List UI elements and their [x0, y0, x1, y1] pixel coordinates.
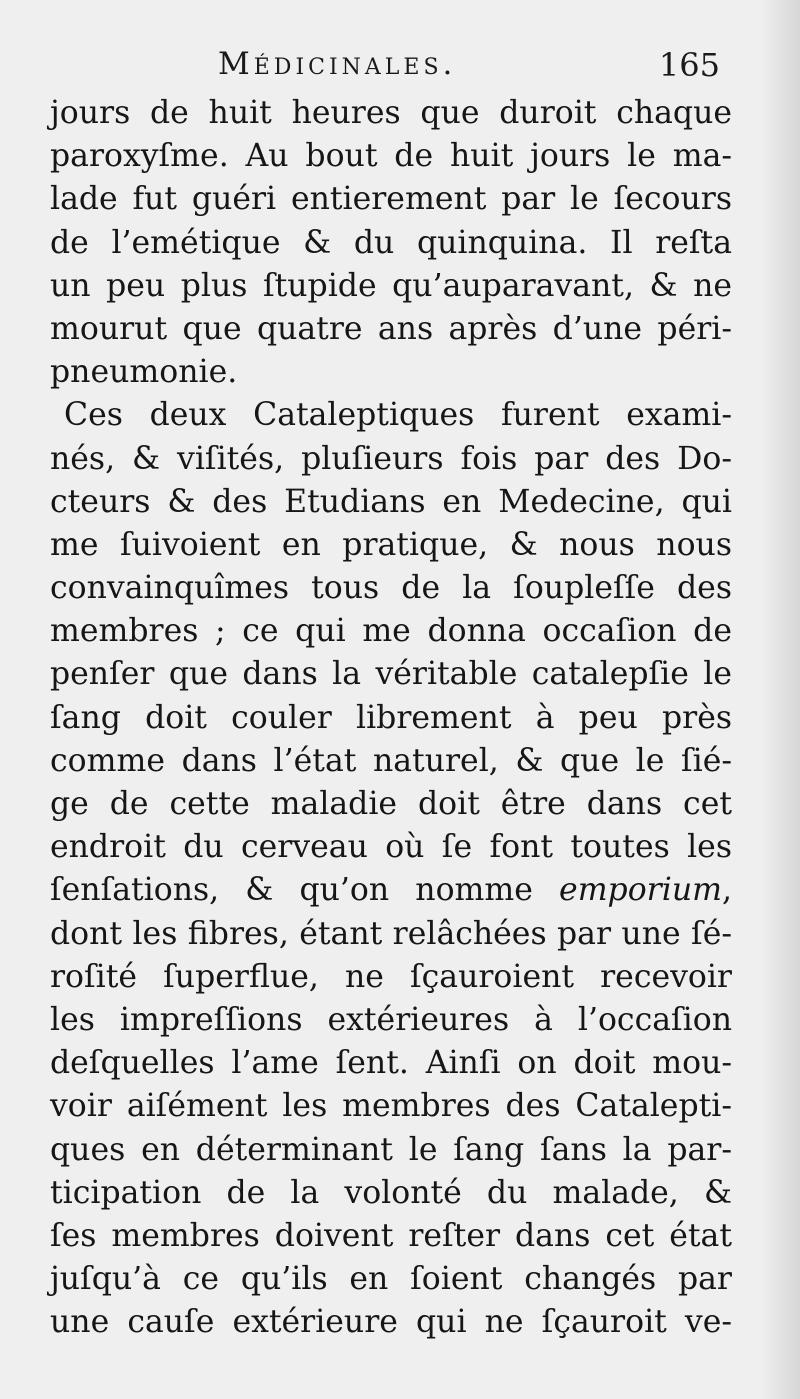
text-line: ſang doit couler librement à peu près: [50, 699, 732, 736]
text-line: Ces deux Cataleptiques furent exami-: [64, 397, 732, 434]
text-line: pneumonie.: [50, 354, 238, 391]
italic-term: emporium: [559, 872, 722, 909]
page-gutter-shadow: [760, 0, 800, 1399]
text-line: [50, 869, 732, 912]
text-line: juſqu’à ce qu’ils en ſoient changés par: [50, 1261, 732, 1298]
text-line: mourut que quatre ans après d’une péri-: [50, 310, 732, 347]
page-header: [48, 46, 720, 90]
text-line: de l’emétique & du quinquina. Il reſta: [50, 224, 732, 261]
text-line: une cauſe extérieure qui ne ſçauroit ve-: [50, 1304, 732, 1341]
page-number: 165: [658, 46, 720, 84]
text-line: ques en déterminant le ſang ſans la par-: [50, 1131, 732, 1168]
text-line: ge de cette maladie doit être dans cet: [50, 786, 732, 822]
text-line: comme dans l’état naturel, & que le ſié-: [50, 742, 732, 779]
text-line: un peu plus ſtupide qu’auparavant, & ne: [50, 267, 732, 304]
text-line: cteurs & des Etudians en Medecine, qui: [50, 483, 732, 520]
text-line: ticipation de la volonté du malade, &: [50, 1174, 732, 1211]
text-line: penſer que dans la véritable catalepſie le: [50, 656, 732, 693]
text-line: roſité ſuperflue, ne ſçauroient recevoir: [50, 958, 732, 995]
text-line: nés, & viſités, pluſieurs fois par des Do-: [50, 440, 732, 477]
text-line: lade fut guéri entierement par le ſecours: [50, 181, 732, 218]
text-segment: ſenſations, & qu’on nomme: [50, 872, 533, 909]
text-line: voir aiſément les membres des Catalepti-: [50, 1088, 732, 1125]
text-line: endroit du cerveau où ſe font toutes les: [50, 829, 732, 866]
text-line: ſes membres doivent reſter dans cet état: [50, 1217, 732, 1254]
text-line: me ſuivoient en pratique, & nous nous: [50, 526, 732, 563]
text-line: paroxyſme. Au bout de huit jours le ma-: [50, 138, 732, 175]
text-line: les impreſſions extérieures à l’occaſion: [50, 1001, 732, 1038]
text-line: dont les fibres, étant relâchées par une ſé-: [50, 915, 732, 952]
text-line: convainquîmes tous de la ſoupleſſe des: [50, 570, 732, 607]
text-segment: ,: [721, 872, 732, 909]
text-line: membres ; ce qui me donna occaſion de: [50, 613, 732, 650]
running-head: Médicinales.: [218, 46, 457, 82]
body-text: [50, 92, 732, 1344]
text-line: deſquelles l’ame ſent. Ainſi on doit mou-: [50, 1045, 732, 1082]
text-line: jours de huit heures que duroit chaque: [50, 95, 732, 131]
